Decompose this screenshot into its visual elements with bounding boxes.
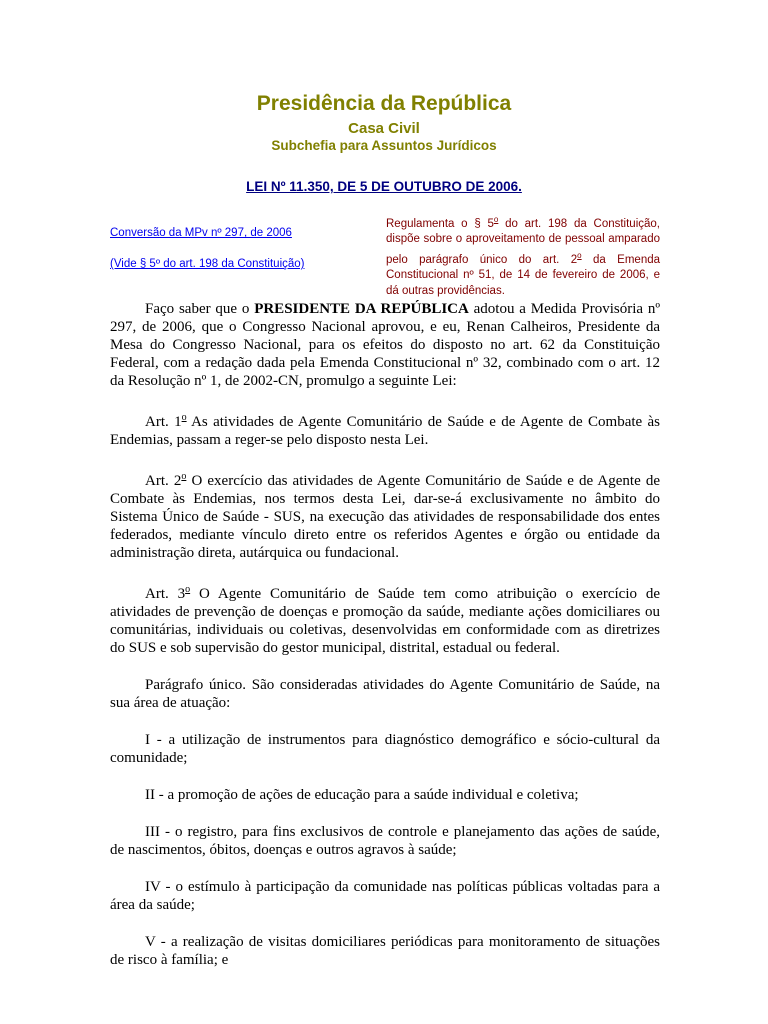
casa-civil-heading: Casa Civil [348,120,420,137]
article-1-label: Art. 1 [145,414,182,430]
intro-text-a: Faço saber que o [145,301,255,317]
inciso-1: I - a utilização de instrumentos para diagnóstico demográfico e sócio-cultural da comunidade; [110,732,660,766]
intro-text-b: adotou a Medida Provisória nº 297, de 2006, que o Congresso Nacional aprovou, e eu, Renan Calheiros, Presidente da Mesa do Congresso Nacional, para os efeitos do disposto no art. 62 da Constituição Federal, com a redação dada pela Emenda Constitucional nº 32, combinado com o art. 12 da Resolução nº 1, de 2002-CN, promulgo a seguinte Lei: [110,301,660,389]
article-3-sup: o [185,584,191,595]
article-2-sup: o [181,471,187,482]
article-1-text: As atividades de Agente Comunitário de Saúde e de Agente de Combate às Endemias, passam a reger-se pelo disposto nesta Lei. [110,414,661,448]
ementa-sup-1: o [493,215,499,224]
article-2-label: Art. 2 [145,473,182,489]
intro-paragraph [110,300,660,390]
law-title-text: LEI Nº 11.350, DE 5 DE OUTUBRO DE 2006. [246,179,522,194]
ementa-text-3: da Emenda Constitucional nº 51, de 14 de fevereiro de 2006, e dá outras providências. [386,253,661,297]
article-3 [110,581,660,657]
intro-text-bold: PRESIDENTE DA REPÚBLICA [254,301,469,317]
article-3-label: Art. 3 [145,586,186,602]
inciso-3: III - o registro, para fins exclusivos de controle e planejamento das ações de saúde, de nascimentos, óbitos, doenças e outros agravos à saúde; [110,824,660,858]
inciso-4: IV - o estímulo à participação da comunidade nas políticas públicas voltadas para a área da saúde; [110,879,660,913]
article-2-text: O exercício das atividades de Agente Comunitário de Saúde e de Agente de Combate às Endemias, nos termos desta Lei, dar-se-á exclusivamente no âmbito do Sistema Único de Saúde - SUS, na execução das atividades de responsabilidade dos entes federados, mediante vínculo direto entre os referidos Agentes e órgão ou entidade da administração direta, autárquica ou fundacional. [110,473,661,561]
inciso-2: II - a promoção de ações de educação para a saúde individual e coletiva; [145,787,579,803]
ementa-text-1: Regulamenta o § 5 [386,217,494,230]
subchefia-heading: Subchefia para Assuntos Jurídicos [271,138,497,153]
article-3-text: O Agente Comunitário de Saúde tem como atribuição o exercício de atividades de prevenção de doenças e promoção da saúde, mediante ações domiciliares ou comunitárias, individuais ou coletivas, desenvolvidas em conformidade com as diretrizes do SUS e sob supervisão do gestor municipal, distrital, estadual ou federal. [110,586,661,656]
article-2 [110,468,660,562]
page-title: Presidência da República [256,92,512,115]
paragrafo-unico: Parágrafo único. São consideradas atividades do Agente Comunitário de Saúde, na sua área de atuação: [110,677,660,711]
article-1 [110,409,660,449]
law-title [0,179,768,194]
conversao-mpv-link[interactable]: Conversão da MPv nº 297, de 2006 [110,227,292,239]
ementa-sup-2: o [577,250,582,260]
inciso-5: V - a realização de visitas domiciliares periódicas para monitoramento de situações de risco à família; e [110,934,660,968]
vide-constituicao-link[interactable]: (Vide § 5º do art. 198 da Constituição) [110,258,305,270]
article-1-sup: o [181,412,187,423]
law-body [110,300,660,988]
ementa-text-2: do art. 198 da Constituição, dispõe sobre o aproveitamento de pessoal amparado pelo parágrafo único do art. 2 [386,217,660,266]
ementa [386,212,660,299]
